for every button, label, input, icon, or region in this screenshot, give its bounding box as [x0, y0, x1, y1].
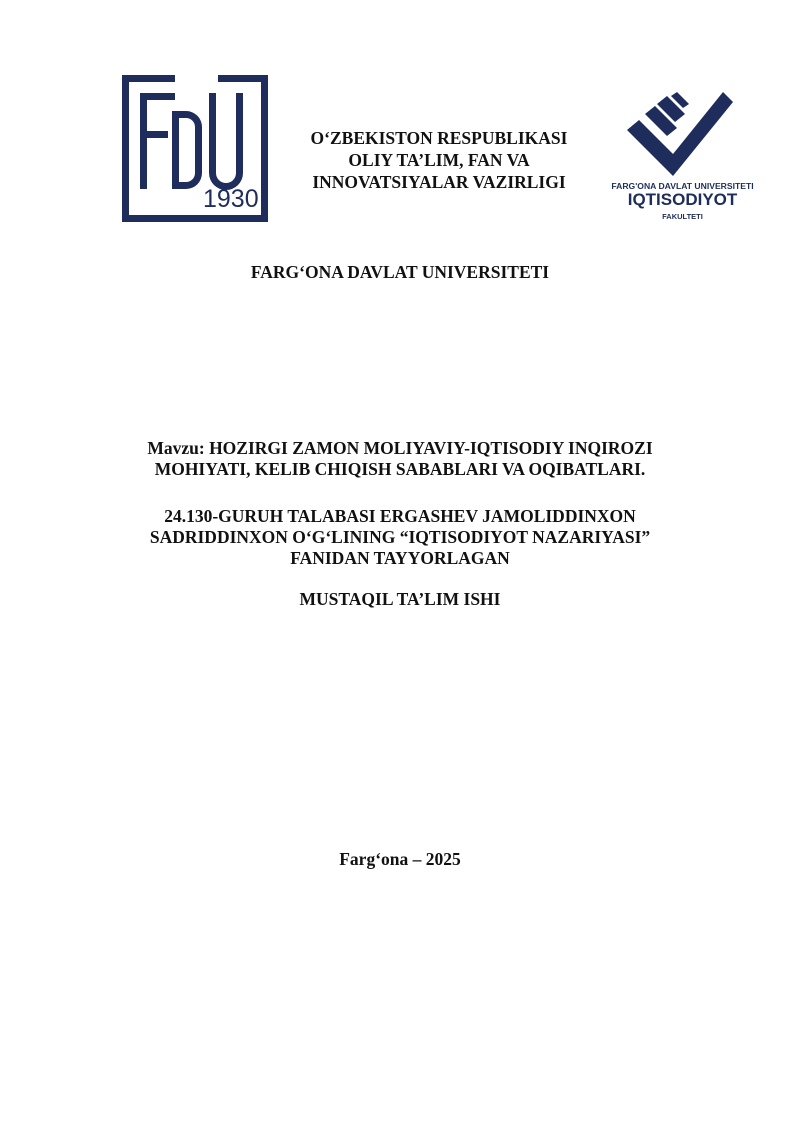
- topic-line-1: Mavzu: HOZIRGI ZAMON MOLIYAVIY-IQTISODIY INQIROZI: [147, 438, 653, 458]
- work-type-text: MUSTAQIL TA’LIM ISHI: [299, 589, 501, 609]
- student-line-3: FANIDAN TAYYORLAGAN: [290, 548, 510, 568]
- faculty-logo: [605, 92, 760, 227]
- place-year-text: Farg‘ona – 2025: [339, 849, 461, 869]
- ministry-line-1: O‘ZBEKISTON RESPUBLIKASI: [310, 128, 568, 148]
- student-line-2: SADRIDDINXON O‘G‘LINING “IQTISODIYOT NAZARIYASI”: [149, 527, 651, 547]
- work-type: [0, 589, 800, 610]
- ministry-line-2: OLIY TA’LIM, FAN VA: [348, 150, 530, 170]
- university-name: [0, 262, 800, 283]
- student-info: [0, 506, 800, 569]
- place-year: [0, 849, 800, 870]
- faculty-logo-fakulteti: FAKULTETI: [662, 212, 703, 221]
- student-line-1: 24.130-GURUH TALABASI ERGASHEV JAMOLIDDINXON: [164, 506, 636, 526]
- topic-line-2: MOHIYATI, KELIB CHIQISH SABABLARI VA OQIBATLARI.: [154, 459, 646, 479]
- university-name-text: FARG‘ONA DAVLAT UNIVERSITETI: [250, 262, 550, 282]
- fdu-logo-year: 1930: [203, 185, 259, 213]
- ministry-heading: [280, 127, 598, 193]
- topic-title: [0, 438, 800, 480]
- checkmark-stripes-icon: [627, 92, 733, 176]
- fdu-logo: [122, 75, 268, 222]
- faculty-logo-name: IQTISODIYOT: [627, 190, 738, 209]
- faculty-logo-university: FARG'ONA DAVLAT UNIVERSITETI: [611, 181, 754, 191]
- ministry-line-3: INNOVATSIYALAR VAZIRLIGI: [312, 172, 566, 192]
